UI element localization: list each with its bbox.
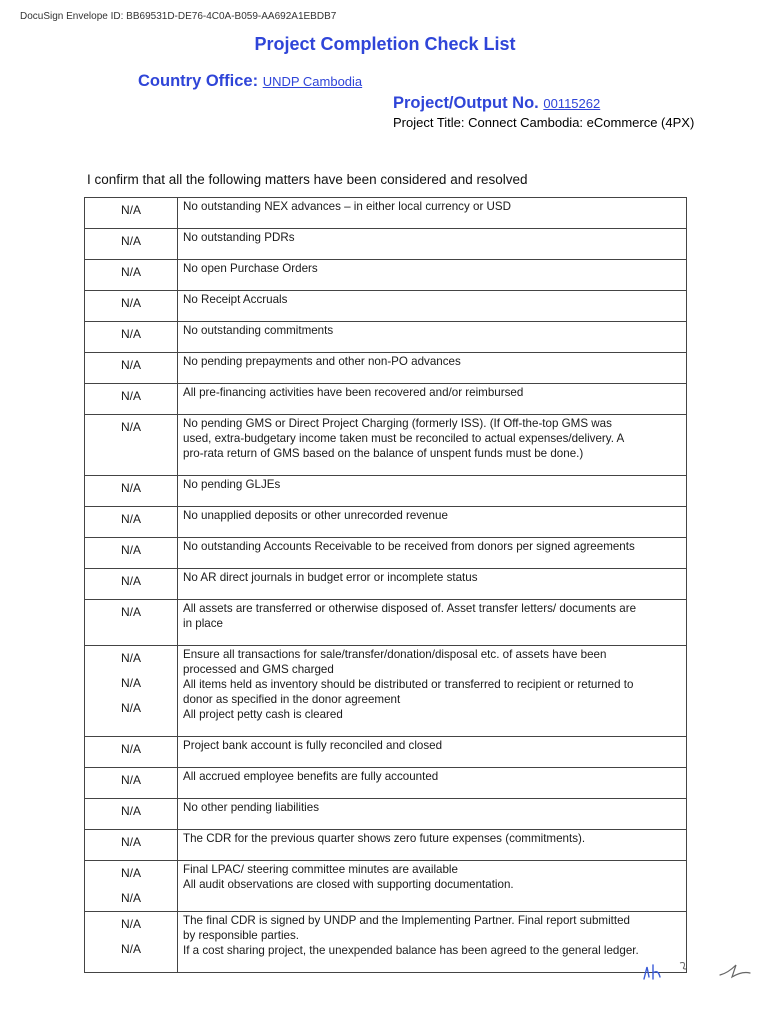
checklist-item-cell bbox=[178, 600, 687, 646]
checklist-row bbox=[85, 415, 687, 476]
country-office-label: Country Office: bbox=[138, 72, 259, 90]
status-value: N/A bbox=[120, 835, 141, 849]
checklist-item-text: All assets are transferred or otherwise disposed of. Asset transfer letters/ documents are bbox=[183, 602, 637, 615]
checklist-item-text: The final CDR is signed by UNDP and the Implementing Partner. Final report submitted bbox=[183, 914, 630, 927]
status-cell bbox=[85, 229, 178, 260]
checklist-item-cell bbox=[178, 737, 687, 768]
status-value: N/A bbox=[120, 358, 141, 372]
status-value: N/A bbox=[120, 804, 141, 818]
checklist-row bbox=[85, 260, 687, 291]
checklist-item-text: No open Purchase Orders bbox=[183, 262, 318, 275]
checklist-item-cell bbox=[178, 538, 687, 569]
checklist-item-text: No outstanding PDRs bbox=[183, 231, 295, 244]
status-value: N/A bbox=[120, 773, 141, 787]
page-title: Project Completion Check List bbox=[254, 34, 516, 54]
docusign-envelope-id: DocuSign Envelope ID: BB69531D-DE76-4C0A-B059-AA692A1EBDB7 bbox=[20, 11, 337, 22]
checklist-item-text: No outstanding commitments bbox=[183, 324, 334, 337]
status-cell bbox=[85, 353, 178, 384]
status-value: N/A bbox=[120, 481, 141, 495]
checklist-item-text: If a cost sharing project, the unexpended balance has been agreed to the general ledger. bbox=[183, 944, 639, 957]
project-output-value: 00115262 bbox=[543, 96, 601, 111]
status-value: N/A bbox=[120, 420, 141, 434]
checklist-item-text: donor as specified in the donor agreement bbox=[183, 693, 401, 706]
status-value: N/A bbox=[120, 512, 141, 526]
checklist-row bbox=[85, 291, 687, 322]
status-cell bbox=[85, 476, 178, 507]
status-cell bbox=[85, 384, 178, 415]
checklist-row bbox=[85, 646, 687, 737]
checklist-item-text: by responsible parties. bbox=[183, 929, 299, 942]
checklist-row bbox=[85, 799, 687, 830]
status-cell bbox=[85, 799, 178, 830]
initials-signature-icon bbox=[636, 955, 696, 985]
checklist-item-text: pro-rata return of GMS based on the balance of unspent funds must be done.) bbox=[183, 447, 584, 460]
checklist-row bbox=[85, 861, 687, 912]
country-office bbox=[138, 72, 362, 91]
checklist-row bbox=[85, 737, 687, 768]
status-value: N/A bbox=[120, 742, 141, 756]
checklist-item-text: used, extra-budgetary income taken must be reconciled to actual expenses/delivery. A bbox=[183, 432, 625, 445]
status-cell bbox=[85, 830, 178, 861]
checklist-item-cell bbox=[178, 507, 687, 538]
checklist-item-text: No AR direct journals in budget error or incomplete status bbox=[183, 571, 478, 584]
checklist-item-text: The CDR for the previous quarter shows zero future expenses (commitments). bbox=[183, 832, 586, 845]
checklist-item-text: No outstanding Accounts Receivable to be received from donors per signed agreements bbox=[183, 540, 635, 553]
status-value: N/A bbox=[120, 942, 141, 956]
checklist-item-text: in place bbox=[183, 617, 223, 630]
checklist-row bbox=[85, 569, 687, 600]
status-cell bbox=[85, 291, 178, 322]
checklist-row bbox=[85, 912, 687, 973]
checklist-row bbox=[85, 198, 687, 229]
status-cell bbox=[85, 912, 178, 973]
checklist-row bbox=[85, 507, 687, 538]
status-value: N/A bbox=[120, 296, 141, 310]
checklist-item-cell bbox=[178, 830, 687, 861]
status-value: N/A bbox=[120, 265, 141, 279]
checklist-item-cell bbox=[178, 260, 687, 291]
status-cell bbox=[85, 415, 178, 476]
checklist-item-text: Final LPAC/ steering committee minutes are available bbox=[183, 863, 458, 876]
checklist-item-cell bbox=[178, 476, 687, 507]
status-value: N/A bbox=[120, 891, 141, 905]
status-cell bbox=[85, 737, 178, 768]
status-value: N/A bbox=[120, 389, 141, 403]
checklist-item-text: Ensure all transactions for sale/transfer/donation/disposal etc. of assets have been bbox=[183, 648, 607, 661]
status-value: N/A bbox=[120, 605, 141, 619]
status-value: N/A bbox=[120, 203, 141, 217]
status-cell bbox=[85, 507, 178, 538]
status-cell bbox=[85, 569, 178, 600]
project-title: Project Title: Connect Cambodia: eCommerce (4PX) bbox=[393, 115, 695, 130]
checklist-item-text: All project petty cash is cleared bbox=[183, 708, 343, 721]
status-value: N/A bbox=[120, 701, 141, 715]
checklist-row bbox=[85, 768, 687, 799]
checklist-item-text: No pending prepayments and other non-PO advances bbox=[183, 355, 461, 368]
checklist-item-cell bbox=[178, 569, 687, 600]
checklist-row bbox=[85, 229, 687, 260]
status-value: N/A bbox=[120, 574, 141, 588]
checklist-row bbox=[85, 384, 687, 415]
status-cell bbox=[85, 260, 178, 291]
checklist-item-cell bbox=[178, 353, 687, 384]
checklist-item-cell bbox=[178, 646, 687, 737]
checklist-row bbox=[85, 353, 687, 384]
checklist-item-text: Project bank account is fully reconciled and closed bbox=[183, 739, 443, 752]
checklist-item-text: No pending GLJEs bbox=[183, 478, 281, 491]
checklist-row bbox=[85, 476, 687, 507]
signature-mark-icon bbox=[712, 955, 770, 985]
checklist-item-text: No outstanding NEX advances – in either local currency or USD bbox=[183, 200, 512, 213]
checklist-item-text: All audit observations are closed with supporting documentation. bbox=[183, 878, 514, 891]
checklist-item-cell bbox=[178, 912, 687, 973]
status-value: N/A bbox=[120, 234, 141, 248]
checklist-item-cell bbox=[178, 384, 687, 415]
checklist-item-text: All pre-financing activities have been recovered and/or reimbursed bbox=[183, 386, 524, 399]
country-office-value: UNDP Cambodia bbox=[262, 74, 363, 89]
checklist-item-cell bbox=[178, 799, 687, 830]
status-cell bbox=[85, 322, 178, 353]
status-cell bbox=[85, 861, 178, 912]
checklist-item-text: No other pending liabilities bbox=[183, 801, 319, 814]
checklist-item-cell bbox=[178, 415, 687, 476]
checklist-item-cell bbox=[178, 322, 687, 353]
status-value: N/A bbox=[120, 543, 141, 557]
checklist-table bbox=[84, 197, 687, 973]
checklist-item-text: All accrued employee benefits are fully accounted bbox=[183, 770, 439, 783]
checklist-body bbox=[85, 198, 687, 973]
checklist-row bbox=[85, 322, 687, 353]
confirmation-statement: I confirm that all the following matters have been considered and resolved bbox=[87, 172, 528, 187]
checklist-item-text: processed and GMS charged bbox=[183, 663, 334, 676]
checklist-item-cell bbox=[178, 229, 687, 260]
project-output-label: Project/Output No. bbox=[393, 94, 539, 112]
status-value: N/A bbox=[120, 917, 141, 931]
status-cell bbox=[85, 768, 178, 799]
project-output-number bbox=[393, 94, 600, 113]
checklist-item-cell bbox=[178, 768, 687, 799]
checklist-item-cell bbox=[178, 198, 687, 229]
checklist-item-cell bbox=[178, 291, 687, 322]
status-cell bbox=[85, 600, 178, 646]
checklist-row bbox=[85, 830, 687, 861]
status-cell bbox=[85, 198, 178, 229]
status-cell bbox=[85, 646, 178, 737]
checklist-item-cell bbox=[178, 861, 687, 912]
status-value: N/A bbox=[120, 676, 141, 690]
checklist-row bbox=[85, 538, 687, 569]
status-cell bbox=[85, 538, 178, 569]
checklist-row bbox=[85, 600, 687, 646]
checklist-item-text: All items held as inventory should be distributed or transferred to recipient or returned to bbox=[183, 678, 634, 691]
status-value: N/A bbox=[120, 327, 141, 341]
checklist-item-text: No pending GMS or Direct Project Charging (formerly ISS). (If Off-the-top GMS was bbox=[183, 417, 612, 430]
checklist-item-text: No Receipt Accruals bbox=[183, 293, 288, 306]
status-value: N/A bbox=[120, 866, 141, 880]
status-value: N/A bbox=[120, 651, 141, 665]
checklist-item-text: No unapplied deposits or other unrecorded revenue bbox=[183, 509, 448, 522]
